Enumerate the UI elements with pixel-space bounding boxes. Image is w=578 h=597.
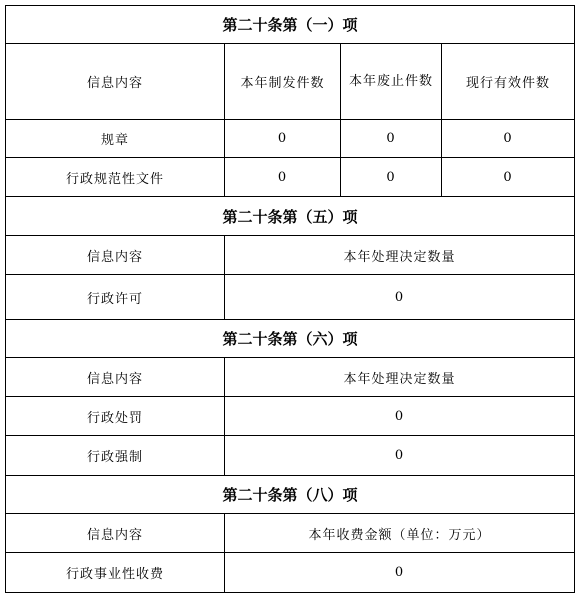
column-header: 本年处理决定数量: [225, 358, 575, 397]
cell-value: 0: [225, 436, 575, 476]
section-title: 第二十条第（六）项: [6, 320, 575, 358]
cell-value: 0: [341, 158, 442, 197]
column-header: 信息内容: [6, 236, 225, 275]
disclosure-table: [5, 5, 575, 593]
cell-value: 0: [225, 120, 341, 158]
column-header: 本年废止件数: [341, 44, 442, 120]
table-row: [6, 553, 575, 593]
column-header: 信息内容: [6, 514, 225, 553]
row-label: 行政许可: [6, 275, 225, 320]
table-row: [6, 275, 575, 320]
cell-value: 0: [341, 120, 442, 158]
column-header: 信息内容: [6, 358, 225, 397]
column-header: 本年收费金额（单位：万元）: [225, 514, 575, 553]
row-label: 行政处罚: [6, 397, 225, 436]
cell-value: 0: [225, 397, 575, 436]
row-label: 规章: [6, 120, 225, 158]
cell-value: 0: [442, 120, 575, 158]
table-row: [6, 436, 575, 476]
row-label: 行政强制: [6, 436, 225, 476]
cell-value: 0: [442, 158, 575, 197]
column-header: 本年处理决定数量: [225, 236, 575, 275]
column-header: 现行有效件数: [442, 44, 575, 120]
row-label: 行政规范性文件: [6, 158, 225, 197]
cell-value: 0: [225, 275, 575, 320]
table-row: [6, 158, 575, 197]
section-title: 第二十条第（一）项: [6, 6, 575, 44]
table-row: [6, 120, 575, 158]
section-title: 第二十条第（八）项: [6, 476, 575, 514]
cell-value: 0: [225, 553, 575, 593]
section-title: 第二十条第（五）项: [6, 197, 575, 236]
column-header: 信息内容: [6, 44, 225, 120]
column-header: 本年制发件数: [225, 44, 341, 120]
row-label: 行政事业性收费: [6, 553, 225, 593]
table-row: [6, 397, 575, 436]
cell-value: 0: [225, 158, 341, 197]
